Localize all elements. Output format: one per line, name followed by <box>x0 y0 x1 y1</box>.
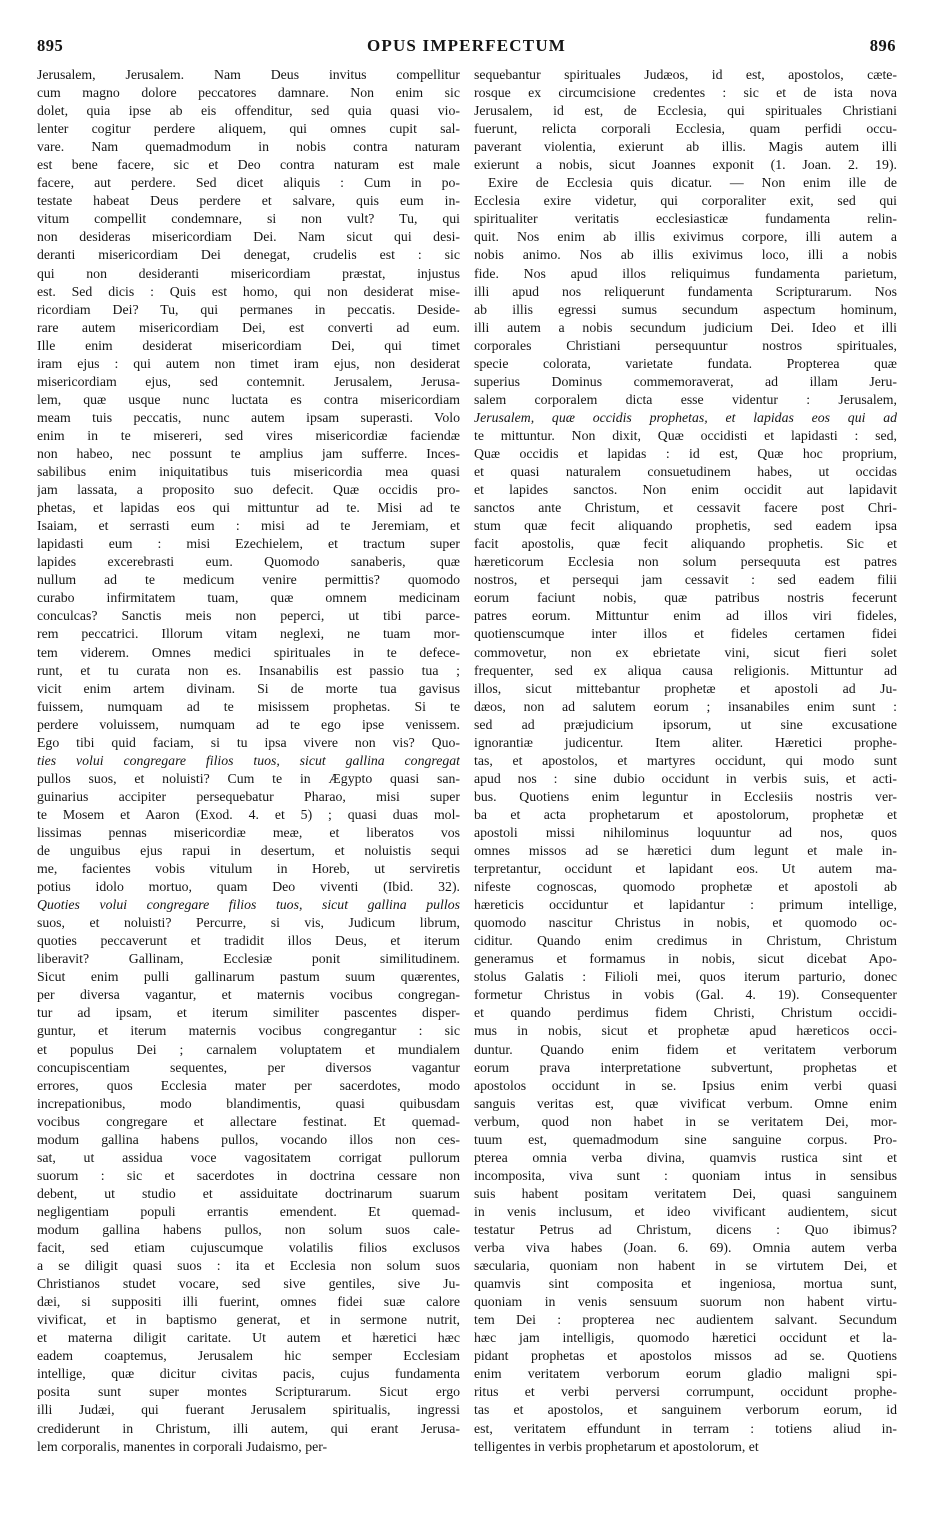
text-line: ba et acta prophetarum et apostolorum, prophetæ et <box>474 806 897 822</box>
text-line: lapidasti eum : misi Ezechielem, et tractum super <box>37 536 460 552</box>
text-line: verba viva habes (Joan. 6. 69). Omnia autem verba <box>474 1240 897 1256</box>
text-line: facit apostolis, quæ fecit aliquando prophetis. Sic et <box>474 536 897 552</box>
text-line: posita sunt super montes Scripturarum. Sicut ergo <box>37 1384 460 1400</box>
text-line: ignorantiæ judicentur. Item aliter. Hæretici prophe- <box>474 734 897 750</box>
text-line: Christianos studet vocare, sed sive gentiles, sive Ju- <box>37 1276 460 1292</box>
text-line: modum gallina habens pullos, vocando illos non ces- <box>37 1131 460 1147</box>
text-line: fide. Nos apud illos reliquimus fundamenta parietum, <box>474 265 897 281</box>
text-line: suis habent positam veritatem Dei, quasi sanguinem <box>474 1185 897 1201</box>
text-line: nifeste cognoscas, quomodo prophetæ et apostoli ab <box>474 879 897 895</box>
text-line: superius Dominus commemoraverat, ad illam Jeru- <box>474 373 897 389</box>
text-line: ties volui congregare filios tuos, sicut gallina congregat <box>37 752 460 768</box>
text-line: nullum ad te medicum venire permittis? quomodo <box>37 572 460 588</box>
text-line: sequebantur spirituales Judæos, id est, apostolos, cæte- <box>474 67 897 82</box>
text-line: Exire de Ecclesia quis dicatur. — Non enim ille de <box>488 175 897 191</box>
text-line: telligentes in verbis prophetarum et apostolorum, et <box>474 1438 759 1454</box>
text-line: conculcas? Sanctis meis non peperci, ut tibi parce- <box>37 608 460 624</box>
text-line: intellige, quæ dicitur civitas pacis, cujus fundamenta <box>37 1366 460 1382</box>
running-title: OPUS IMPERFECTUM <box>366 36 567 55</box>
text-line: apud nos : sine dubio occidunt in verbis suis, et acti- <box>474 770 897 786</box>
text-line: omnes missos ad se hæretici dum legunt et male in- <box>474 843 897 859</box>
text-line: non desideras misericordiam Dei. Nam sicut qui desi- <box>37 229 460 245</box>
text-line: generamus et formamus in nobis, sicut dicebat Apo- <box>474 951 897 967</box>
text-line: fuissem, numquam ad te misissem prophetas. Si te <box>37 698 460 714</box>
text-line: testate habeat Deus perdere et salvare, quis eum in- <box>37 193 460 209</box>
text-line: non habeo, nec possunt te amplius jam sufferre. Inces- <box>37 445 460 461</box>
text-line: et materna diligit caritate. Ut autem et hæretici hæc <box>37 1330 460 1346</box>
text-line: lem corporalis, manentes in corporali Judaismo, per- <box>37 1438 328 1454</box>
text-line: errores, quos Ecclesia mater per sacerdotes, modo <box>37 1077 460 1093</box>
text-line: fuerunt, relicta corporali Ecclesia, quam perfidi occu- <box>474 121 897 137</box>
text-line: rosque ex circumcisione credentes : sic et de ista nova <box>474 85 897 101</box>
text-line: concupiscentiam sequentes, per diversos vagantur <box>37 1059 460 1075</box>
text-line: rare autem misericordiam Dei, est converti ad eum. <box>37 319 460 335</box>
text-line: quotienscumque inter illos et fideles certamen fidei <box>474 626 897 642</box>
text-line: lissimas pennas misericordiæ meæ, et liberatos vos <box>37 824 460 840</box>
text-column-left <box>37 66 460 1456</box>
text-line: debent, ut studio et assiduitate doctrinarum suarum <box>37 1185 460 1201</box>
text-line: quamvis sint composita et ingeniosa, mortua sunt, <box>474 1276 897 1292</box>
text-line: specie colorata, varietate fundata. Propterea quæ <box>474 355 897 371</box>
text-line: quomodo nascitur Christus in nobis, et quomodo oc- <box>474 915 897 931</box>
text-line: jam lassata, a proposito suo defecit. Quæ occidis pro- <box>37 482 460 498</box>
text-line: formetur Christus in vobis (Gal. 4. 19). Consequenter <box>474 987 897 1003</box>
text-line: apostolos occidunt in se. Ipsius enim verbi quasi <box>474 1077 897 1093</box>
running-header <box>37 36 896 62</box>
text-line: frequenter, sed ex aliqua causa religionis. Mittuntur ad <box>474 662 897 678</box>
text-line: stolus Galatis : Filioli mei, quos iterum parturio, donec <box>474 969 897 985</box>
text-line: pullos suos, et noluisti? Cum te in Ægypto quasi san- <box>37 770 460 786</box>
text-line: dæos, non ad salutem eorum ; insanabiles enim sunt : <box>474 698 897 714</box>
text-line: facere, aut perdere. Sed dicet aliquis : Cum in po- <box>37 175 460 191</box>
text-line: Ille enim desiderat misericordiam Dei, qui timet <box>37 337 460 353</box>
text-line: vivificat, et in baptismo generat, et in sermone nutrit, <box>37 1312 460 1328</box>
text-line: hæreticorum Ecclesia non solum persequuta est patres <box>474 554 897 570</box>
text-line: vicit enim artem divinam. Si de morte tua gavisus <box>37 680 460 696</box>
text-line: et quando perdimus fidem Christi, Christum occidi- <box>474 1005 897 1021</box>
text-line: pidant prophetas et apostolos missos ad se. Quotiens <box>474 1348 897 1364</box>
text-line: misericordiam ejus, sed contemnit. Jerusalem, Jerusa- <box>37 373 460 389</box>
text-line: tas et apostolos, et sanguinem verborum eorum, id <box>474 1402 897 1418</box>
text-line: tur ad ipsam, et iterum similiter pascentes disper- <box>37 1005 460 1021</box>
text-line: guinarius accipiter persequebatur Pharao, misi super <box>37 788 460 804</box>
text-line: qui non desideranti misericordiam præstat, injustus <box>37 265 460 281</box>
text-line: commovetur, non ex ebrietate vini, sicut fieri solet <box>474 644 897 660</box>
text-line: sanguis veritas est, quæ vivificat verbum. Omne enim <box>474 1095 897 1111</box>
text-line: enim in te misereri, sed vires misericordiæ faciendæ <box>37 427 460 443</box>
text-line: sæcularia, quoniam non habent in se virtutem Dei, et <box>474 1258 897 1274</box>
text-line: stum quæ fecit aliquando prophetis, sed eadem ipsa <box>474 518 897 534</box>
text-line: lem, quæ usque nunc luctata es contra misericordiam <box>37 391 460 407</box>
text-line: eorum prava interpretatione subvertunt, prophetas et <box>474 1059 897 1075</box>
text-line: terpretantur, occidunt et lapidant eos. Ut autem ma- <box>474 861 897 877</box>
text-line: Jerusalem, Jerusalem. Nam Deus invitus compellitur <box>37 67 460 82</box>
text-line: nostros, et persequi jam cessavit : sed eadem filii <box>474 572 897 588</box>
text-line: sed ad præjudicium ipsorum, ut sine excusatione <box>474 716 897 732</box>
page-number-left: 895 <box>37 36 64 55</box>
text-line: ritus et verbi perversi corrumpunt, occidunt prophe- <box>474 1384 897 1400</box>
text-line: testatur Petrus ad Christum, dicens : Quo ibimus? <box>474 1222 897 1237</box>
text-line: illi autem a nobis secundum judicium Dei. Ideo et illi <box>474 319 897 335</box>
text-line: Jerusalem, quæ occidis prophetas, et lapidas eos qui ad <box>474 409 897 425</box>
text-line: sat, ut assidua voce vagositatem corrigat pullorum <box>37 1149 460 1165</box>
text-line: te mittuntur. Non dixit, Quæ occidisti et lapidasti : sed, <box>474 427 897 443</box>
text-line: tem viderem. Omnes medici spirituales in te defece- <box>37 644 460 660</box>
text-line: corporales Christiani persequuntur nostros spirituales, <box>474 337 897 353</box>
text-line: Jerusalem, id est, de Ecclesia, qui spirituales Christiani <box>474 103 897 119</box>
text-line: tem Dei : propterea nec audientem salvant. Secundum <box>474 1312 897 1328</box>
text-line: sanctos ante Christum, et cessavit facere post Chri- <box>474 500 897 516</box>
text-line: illi Judæi, qui fuerant Jerusalem spiritualis, ingressi <box>37 1402 460 1418</box>
text-line: guntur, et iterum maternis vocibus congregantur : sic <box>37 1023 460 1039</box>
text-line: vare. Nam quemadmodum in nobis contra naturam <box>37 139 460 155</box>
text-line: dæi, si suppositi illi fuerint, omnes fidei suæ calore <box>37 1294 460 1310</box>
text-line: eadem coaptemus, Jerusalem hic semper Ecclesiam <box>37 1348 460 1364</box>
text-line: duntur. Quando enim fidem et veritatem verborum <box>474 1041 897 1057</box>
text-line: est. Sed dicis : Quis est homo, qui non desiderat mise- <box>37 283 460 299</box>
text-line: tas, et apostolos, et martyres occidunt, qui modo sunt <box>474 752 897 768</box>
text-line: liberavit? Gallinam, Ecclesiæ ponit similitudinem. <box>37 951 460 967</box>
text-line: phetas, et lapidas eos qui mittuntur ad te. Misi ad te <box>37 500 460 516</box>
text-line: increpationibus, modo blandimentis, quasi quibusdam <box>37 1095 460 1111</box>
text-line: Ego tibi quid faciam, si tu ipsa vivere non vis? Quo- <box>37 734 460 750</box>
text-line: spiritualiter veritatis ecclesiasticæ fundamenta relin- <box>474 211 897 227</box>
text-line: quoniam in venis sensuum suorum non habent virtu- <box>474 1294 897 1310</box>
text-line: vocibus congregare et allectare festinat. Et quemad- <box>37 1113 460 1129</box>
text-line: Quæ occidis et lapidas : id est, Quæ hoc proprium, <box>474 445 897 461</box>
text-line: illos, sicut mittebantur prophetæ et apostoli ad Ju- <box>474 680 897 696</box>
text-line: cum magno dolore peccatores damnare. Non enim sic <box>37 85 460 101</box>
text-line: me, facientes vobis vitulum in Horeb, ut serviretis <box>37 861 460 877</box>
text-line: eorum faciunt nobis, quæ patribus nostris fecerunt <box>474 590 897 606</box>
text-line: et populus Dei ; carnalem voluptatem et mundialem <box>37 1041 460 1057</box>
text-line: facit, sed etiam cujuscumque volatilis filios exclusos <box>37 1240 460 1256</box>
text-line: runt, et tu curata non es. Insanabilis est passio tua ; <box>37 662 460 678</box>
text-line: apostoli missi nihilominus loquuntur ad nos, quos <box>474 824 897 840</box>
text-line: curabo infirmitatem tuam, quæ omnem medicinam <box>37 590 460 606</box>
text-line: et quasi naturalem consuetudinem habes, ut occidas <box>474 464 897 480</box>
text-line: iram ejus : qui autem non timet iram ejus, non desiderat <box>37 355 460 371</box>
text-line: negligentiam populi errantis emendent. Et quemad- <box>37 1203 460 1219</box>
text-line: Quoties volui congregare filios tuos, sicut gallina pullos <box>37 897 460 913</box>
column-gutter <box>466 70 467 1450</box>
text-line: illi apud nos reliquerunt fundamenta Scripturarum. Nos <box>474 283 897 299</box>
text-line: per diversa vagantur, et maternis vocibus congregan- <box>37 987 460 1003</box>
text-line: exierunt a nobis, sicut Joannes exponit (1. Joan. 2. 19). <box>474 157 897 173</box>
text-line: nobis animo. Nos ab illis exivimus loco, illi a nobis <box>474 247 897 263</box>
text-line: hæc jam intelligis, quomodo hæretici occidunt et la- <box>474 1330 897 1346</box>
text-line: paverant violentia, exierunt ab illis. Magis autem illi <box>474 139 897 155</box>
text-line: crediderunt in Christum, illi autem, qui erant Jerusa- <box>37 1420 460 1436</box>
text-line: incomposita, viva sunt : quoniam intus in sensibus <box>474 1167 897 1183</box>
text-line: lapides excerebrasti eum. Quomodo sanaberis, quæ <box>37 554 460 570</box>
text-line: hæreticis occiduntur et lapidantur : primum intellige, <box>474 897 897 913</box>
text-line: quoties peccaverunt et tradidit illos Deus, et iterum <box>37 933 460 949</box>
text-line: mus in nobis, sicut et prophetæ apud hæreticos occi- <box>474 1023 897 1039</box>
text-line: suorum : sic et sacerdotes in doctrina cessare non <box>37 1167 460 1183</box>
text-column-right <box>474 66 897 1456</box>
text-line: modum gallina habens pullos, non solum suos cale- <box>37 1222 460 1237</box>
text-line: te Mosem et Aaron (Exod. 4. et 5) ; quasi duas mol- <box>37 806 460 822</box>
text-line: est bene facere, sic et Deo contra naturam est male <box>37 157 460 173</box>
text-line: est, veritatem effundunt in terram : totiens aliud in- <box>474 1420 897 1436</box>
text-line: suos, et noluisti? Percurre, si vis, Judicum librum, <box>37 915 460 931</box>
text-line: meam tuis peccatis, nunc autem ipsam superasti. Volo <box>37 409 460 425</box>
text-line: tuum est, quemadmodum sine sanguine corpus. Pro- <box>474 1131 897 1147</box>
text-line: lenter cogitur perdere aliquem, qui omnes cupit sal- <box>37 121 460 137</box>
text-line: a se diligit quasi suos : ita et Ecclesia non solum suos <box>37 1258 460 1274</box>
text-line: pterea omnia verba divina, quamvis rustica sint et <box>474 1149 897 1165</box>
text-line: et lapides sanctos. Non enim occidit aut lapidavit <box>474 482 897 498</box>
text-line: salem corporalem dicta esse videntur : Jerusalem, <box>474 391 897 407</box>
text-line: quit. Nos enim ab illis exivimus corpore, illi autem a <box>474 229 897 245</box>
text-line: patres eorum. Mittuntur enim ad illos viri fideles, <box>474 608 897 624</box>
text-line: bus. Quotiens enim leguntur in Ecclesiis nostris ver- <box>474 788 897 804</box>
text-line: vitum compellit condemnare, si non vult? Tu, qui <box>37 211 460 227</box>
text-line: rem peccatrici. Illorum vitam neglexi, ne tuam mor- <box>37 626 460 642</box>
page-number-right: 896 <box>869 36 896 55</box>
text-line: ricordiam Dei? Tu, qui permanes in peccatis. Deside- <box>37 301 460 317</box>
text-line: Sicut enim pulli gallinarum pastum suum quærentes, <box>37 969 460 985</box>
text-line: deranti misericordiam Dei denegat, crudelis est : sic <box>37 247 460 263</box>
text-line: sabilibus enim iniquitatibus tuis misericordia mea quasi <box>37 464 460 480</box>
text-line: in venis inclusum, et ideo vivificant audientem, sicut <box>474 1203 897 1219</box>
text-line: enim veritatem verborum eorum gladio maligni spi- <box>474 1366 897 1382</box>
text-line: Isaiam, et serrasti eum : misi ad te Jeremiam, et <box>37 518 460 534</box>
text-line: dolet, quia ipse ab eis offenditur, sed quia quasi vio- <box>37 103 460 119</box>
text-line: ciditur. Quando enim credimus in Christum, Christum <box>474 933 897 949</box>
text-line: ab illis egressi sumus secundum aspectum hominum, <box>474 301 897 317</box>
text-line: verbum, quod non habet in se veritatem Dei, mor- <box>474 1113 897 1129</box>
text-line: potius idolo mortuo, quam Deo viventi (Ibid. 32). <box>37 879 460 895</box>
text-line: perdere voluissem, numquam ad te ego ipse venissem. <box>37 716 460 732</box>
text-line: de unguibus ejus rapui in desertum, et noluistis sequi <box>37 843 460 859</box>
text-line: Ecclesia exire videtur, qui corporaliter exit, sed qui <box>474 193 897 209</box>
